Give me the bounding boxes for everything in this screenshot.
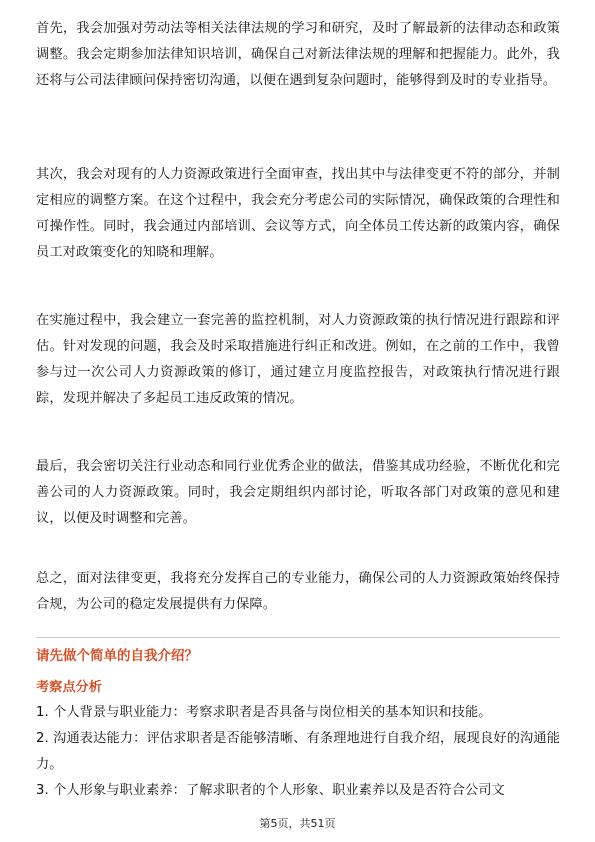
answer-paragraph-1: 首先，我会加强对劳动法等相关法律法规的学习和研究，及时了解最新的法律动态和政策调整。我会定期参加法律知识培训，确保自己对新法律法规的理解和把握能力。此外，我还将与公司法律顾问保持密切沟通，以便在遇到复杂问题时，能够得到及时的专业指导。 [36,21,560,88]
interview-question: 请先做个简单的自我介绍？ [36,648,198,664]
answer-paragraph-4: 最后，我会密切关注行业动态和同行业优秀企业的做法，借鉴其成功经验，不断优化和完善公司的人力资源政策。同时，我会定期组织内部讨论，听取各部门对政策的意见和建议，以便及时调整和完善。 [36,459,560,526]
answer-paragraph-2: 其次，我会对现有的人力资源政策进行全面审查，找出其中与法律变更不符的部分，并制定相应的调整方案。在这个过程中，我会充分考虑公司的实际情况，确保政策的合理性和可操作性。同时，我会通过内部培训、会议等方式，向全体员工传达新的政策内容，确保员工对政策变化的知晓和理解。 [36,167,560,260]
answer-paragraph-5: 总之，面对法律变更，我将充分发挥自己的专业能力，确保公司的人力资源政策始终保持合规，为公司的稳定发展提供有力保障。 [36,571,560,612]
analysis-point: 3. 个人形象与职业素养：了解求职者的个人形象、职业素养以及是否符合公司文 [36,783,505,798]
answer-paragraph-3: 在实施过程中，我会建立一套完善的监控机制，对人力资源政策的执行情况进行跟踪和评估。针对发现的问题，我会及时采取措施进行纠正和改进。例如，在之前的工作中，我曾参与过一次公司人力资源政策的修订，通过建立月度监控报告，对政策执行情况进行跟踪，发现并解决了多起员工违反政策的情况。 [36,313,560,406]
analysis-point: 1. 个人背景与职业能力：考察求职者是否具备与岗位相关的基本知识和技能。 [36,705,492,720]
analysis-list [36,700,560,804]
section-divider [36,637,560,638]
analysis-heading: 考察点分析 [36,680,102,695]
page-number-footer: 第5页，共51页 [259,817,336,830]
analysis-point: 2. 沟通表达能力：评估求职者是否能够清晰、有条理地进行自我介绍，展现良好的沟通能力。 [36,731,560,772]
